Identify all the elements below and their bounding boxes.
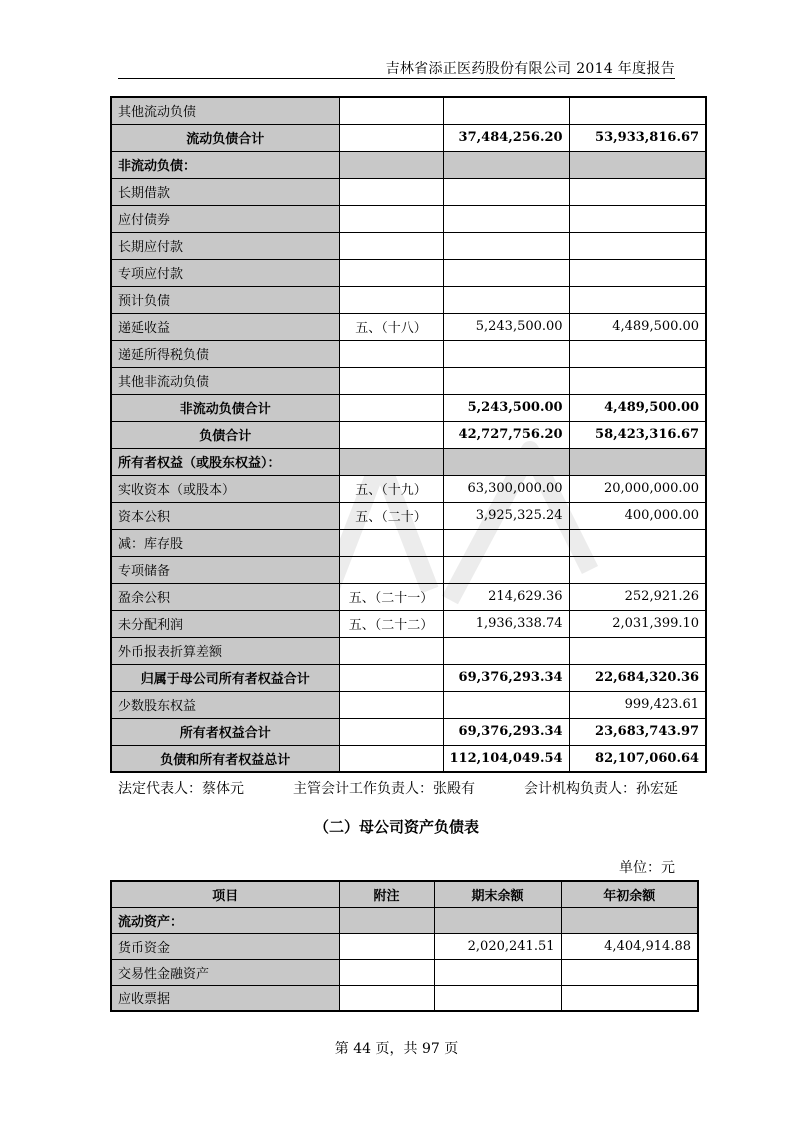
row-label: 非流动负债合计: [111, 394, 339, 421]
table-row: [111, 691, 706, 718]
row-begin-balance: [569, 340, 706, 367]
row-note: [339, 933, 434, 959]
report-header-title: 吉林省添正医药股份有限公司 2014 年度报告: [385, 61, 675, 77]
row-label: 其他非流动负债: [111, 367, 339, 394]
row-label: 货币资金: [111, 933, 339, 959]
row-note: 五、（二十二）: [339, 610, 443, 637]
row-note: [339, 718, 443, 745]
row-end-balance: [443, 556, 569, 583]
header-note: 附注: [339, 881, 434, 907]
row-label: 其他流动负债: [111, 97, 339, 124]
row-end-balance: 214,629.36: [443, 583, 569, 610]
row-label: 负债和所有者权益总计: [111, 745, 339, 772]
table-row: [111, 448, 706, 475]
row-end-balance: 112,104,049.54: [443, 745, 569, 772]
table-row: [111, 178, 706, 205]
table-row: [111, 421, 706, 448]
row-begin-balance: [561, 985, 698, 1011]
row-end-balance: 2,020,241.51: [434, 933, 561, 959]
row-note: [339, 448, 443, 475]
row-begin-balance: 53,933,816.67: [569, 124, 706, 151]
row-end-balance: 5,243,500.00: [443, 313, 569, 340]
row-begin-balance: [569, 367, 706, 394]
row-end-balance: [443, 178, 569, 205]
row-begin-balance: [569, 556, 706, 583]
row-note: [339, 637, 443, 664]
row-note: [339, 124, 443, 151]
table-row: [111, 286, 706, 313]
row-begin-balance: 252,921.26: [569, 583, 706, 610]
row-label: 专项储备: [111, 556, 339, 583]
row-end-balance: [443, 151, 569, 178]
table-row: [111, 475, 706, 502]
row-begin-balance: 4,404,914.88: [561, 933, 698, 959]
table-row: [111, 124, 706, 151]
row-end-balance: 3,925,325.24: [443, 502, 569, 529]
accounting-agency-head: 会计机构负责人：孙宏延: [524, 781, 678, 797]
row-label: 长期应付款: [111, 232, 339, 259]
row-end-balance: 1,936,338.74: [443, 610, 569, 637]
row-end-balance: [434, 907, 561, 933]
row-note: [339, 556, 443, 583]
table-row: [111, 97, 706, 124]
row-begin-balance: 4,489,500.00: [569, 394, 706, 421]
table-row: [111, 664, 706, 691]
table-row: [111, 610, 706, 637]
row-note: [339, 367, 443, 394]
table-row: [111, 232, 706, 259]
table-row: [111, 394, 706, 421]
row-note: [339, 340, 443, 367]
row-begin-balance: [569, 205, 706, 232]
row-end-balance: 37,484,256.20: [443, 124, 569, 151]
row-begin-balance: 20,000,000.00: [569, 475, 706, 502]
row-label: 归属于母公司所有者权益合计: [111, 664, 339, 691]
row-end-balance: 5,243,500.00: [443, 394, 569, 421]
row-begin-balance: [569, 178, 706, 205]
unit-label: 单位：元: [619, 860, 675, 876]
table-row: [111, 340, 706, 367]
row-begin-balance: 23,683,743.97: [569, 718, 706, 745]
row-note: [339, 421, 443, 448]
row-end-balance: [443, 232, 569, 259]
table-row: [111, 985, 698, 1011]
row-label: 资本公积: [111, 502, 339, 529]
row-label: 长期借款: [111, 178, 339, 205]
table-row: [111, 502, 706, 529]
table-row: [111, 556, 706, 583]
row-begin-balance: [569, 286, 706, 313]
row-end-balance: [443, 637, 569, 664]
row-note: [339, 97, 443, 124]
row-label: 交易性金融资产: [111, 959, 339, 985]
table-row: [111, 745, 706, 772]
row-note: [339, 286, 443, 313]
row-begin-balance: 2,031,399.10: [569, 610, 706, 637]
row-begin-balance: 400,000.00: [569, 502, 706, 529]
row-end-balance: 63,300,000.00: [443, 475, 569, 502]
table-row: [111, 959, 698, 985]
row-end-balance: [443, 97, 569, 124]
row-note: [339, 259, 443, 286]
row-label: 所有者权益合计: [111, 718, 339, 745]
row-label: 应付债券: [111, 205, 339, 232]
row-note: [339, 691, 443, 718]
table-row: [111, 259, 706, 286]
row-label: 递延收益: [111, 313, 339, 340]
row-end-balance: 69,376,293.34: [443, 718, 569, 745]
row-note: [339, 178, 443, 205]
row-label: 未分配利润: [111, 610, 339, 637]
header-rule: [118, 78, 675, 79]
row-begin-balance: 4,489,500.00: [569, 313, 706, 340]
row-note: [339, 205, 443, 232]
page-footer: 第 44 页，共 97 页: [334, 1041, 459, 1057]
row-end-balance: [443, 205, 569, 232]
row-begin-balance: [569, 97, 706, 124]
row-label: 减：库存股: [111, 529, 339, 556]
row-begin-balance: [569, 529, 706, 556]
section-title: （二）母公司资产负债表: [313, 818, 479, 836]
table-row: [111, 583, 706, 610]
table-row: [111, 718, 706, 745]
legal-representative: 法定代表人：蔡体元: [118, 781, 244, 797]
row-label: 所有者权益（或股东权益）：: [111, 448, 339, 475]
header-item: 项目: [111, 881, 339, 907]
row-label: 盈余公积: [111, 583, 339, 610]
row-end-balance: 42,727,756.20: [443, 421, 569, 448]
row-note: [339, 151, 443, 178]
table-row: [111, 529, 706, 556]
row-note: 五、（十九）: [339, 475, 443, 502]
row-label: 实收资本（或股本）: [111, 475, 339, 502]
row-begin-balance: [569, 448, 706, 475]
row-label: 外币报表折算差额: [111, 637, 339, 664]
row-label: 流动负债合计: [111, 124, 339, 151]
row-end-balance: [443, 691, 569, 718]
table-row: [111, 933, 698, 959]
row-label: 专项应付款: [111, 259, 339, 286]
row-begin-balance: 999,423.61: [569, 691, 706, 718]
row-note: [339, 985, 434, 1011]
row-note: [339, 394, 443, 421]
row-begin-balance: [569, 637, 706, 664]
row-begin-balance: [561, 959, 698, 985]
row-label: 少数股东权益: [111, 691, 339, 718]
row-note: 五、（二十一）: [339, 583, 443, 610]
row-begin-balance: [569, 259, 706, 286]
row-end-balance: [443, 448, 569, 475]
row-end-balance: 69,376,293.34: [443, 664, 569, 691]
row-note: [339, 664, 443, 691]
row-end-balance: [443, 286, 569, 313]
table-row: [111, 151, 706, 178]
row-label: 递延所得税负债: [111, 340, 339, 367]
row-end-balance: [443, 367, 569, 394]
row-begin-balance: [569, 151, 706, 178]
row-begin-balance: [561, 907, 698, 933]
row-note: [339, 232, 443, 259]
row-note: [339, 745, 443, 772]
row-end-balance: [434, 959, 561, 985]
row-label: 应收票据: [111, 985, 339, 1011]
row-note: [339, 959, 434, 985]
row-end-balance: [434, 985, 561, 1011]
row-end-balance: [443, 529, 569, 556]
signature-line: [118, 778, 678, 798]
row-end-balance: [443, 259, 569, 286]
row-end-balance: [443, 340, 569, 367]
parent-balance-sheet-table: [110, 880, 699, 1012]
row-label: 负债合计: [111, 421, 339, 448]
row-label: 非流动负债：: [111, 151, 339, 178]
header-begin-balance: 年初余额: [561, 881, 698, 907]
row-begin-balance: 58,423,316.67: [569, 421, 706, 448]
row-note: 五、（二十）: [339, 502, 443, 529]
consolidated-balance-sheet-table: [110, 96, 707, 773]
row-label: 流动资产：: [111, 907, 339, 933]
row-begin-balance: [569, 232, 706, 259]
row-note: [339, 529, 443, 556]
table-row: [111, 637, 706, 664]
header-end-balance: 期末余额: [434, 881, 561, 907]
table-row: [111, 907, 698, 933]
table-row: [111, 367, 706, 394]
row-label: 预计负债: [111, 286, 339, 313]
row-note: [339, 907, 434, 933]
table-row: [111, 205, 706, 232]
table-row: [111, 313, 706, 340]
row-begin-balance: 82,107,060.64: [569, 745, 706, 772]
row-begin-balance: 22,684,320.36: [569, 664, 706, 691]
table-header-row: [111, 881, 698, 907]
accounting-head: 主管会计工作负责人：张殿有: [293, 781, 475, 797]
row-note: 五、（十八）: [339, 313, 443, 340]
